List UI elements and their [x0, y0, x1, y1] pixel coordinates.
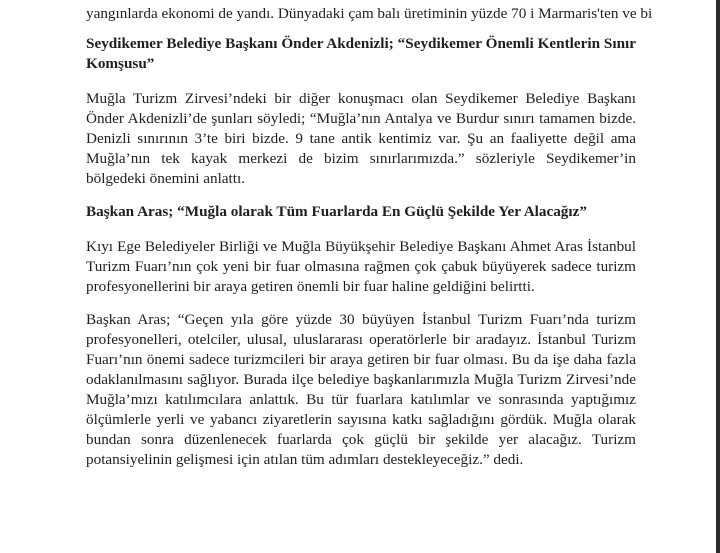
heading-seydikemer: Seydikemer Belediye Başkanı Önder Akdenizli; “Seydikemer Önemli Kentlerin Sınır Komşusu” — [86, 35, 636, 72]
document-body — [86, 4, 653, 483]
paragraph-aras-quote: Başkan Aras; “Geçen yıla göre yüzde 30 büyüyen İstanbul Turizm Fuarı’nda turizm profesyonelleri, otelciler, ulusal, uluslararası operatörlerle bir aradayız. İstanbul Turizm Fuarı’nın önemi sadece turizmcileri bir araya getiren bir fuar olması. Bu da işe daha fazla odaklanılmasını sağlıyor. Burada ilçe belediye başkanlarımızla Muğla Turizm Zirvesi’nde Muğla’mızı katılımcılara anlattık. Bu tür fuarlara katılımlar ve sonrasında yaptığımız ölçümlerle yerli ve yabancı ziyaretlerin sayısına katkı sağladığını gördük. Muğla olarak bundan sonra düzenlenecek fuarlarda çok güçlü bir şekilde yer alacağız. Turizm potansiyelinin gelişmesi için atılan tüm adımları destekleyeceğiz.” dedi. — [86, 311, 636, 468]
paragraph-akdenizli-speech: Muğla Turizm Zirvesi’ndeki bir diğer konuşmacı olan Seydikemer Belediye Başkanı Önder Akdenizli’de şunları söyledi; “Muğla’nın Antalya ve Burdur sınırı tamamen bizde. Denizli sınırının 3’te biri bizde. 9 tane antik kentimiz var. Şu an faaliyette değil ama Muğla’nın tek kayak merkezi de bizim sınırlarımızda.” sözleriyle Seydikemer’in bölgedeki önemini anlattı. — [86, 90, 636, 187]
truncated-top-line: yangınlarda ekonomi de yandı. Dünyadaki çam balı üretiminin yüzde 70 i Marmaris'ten ve bi — [86, 5, 653, 22]
heading-aras: Başkan Aras; “Muğla olarak Tüm Fuarlarda En Güçlü Şekilde Yer Alacağız” — [86, 203, 587, 220]
paragraph-aras-intro: Kıyı Ege Belediyeler Birliği ve Muğla Büyükşehir Belediye Başkanı Ahmet Aras İstanbul Turizm Fuarı’nın çok yeni bir fuar olmasına rağmen çok çabuk büyüyerek sadece turizm profesyonellerini bir araya getiren önemli bir fuar haline geldiğini belirtti. — [86, 238, 636, 295]
page-edge — [716, 0, 720, 553]
